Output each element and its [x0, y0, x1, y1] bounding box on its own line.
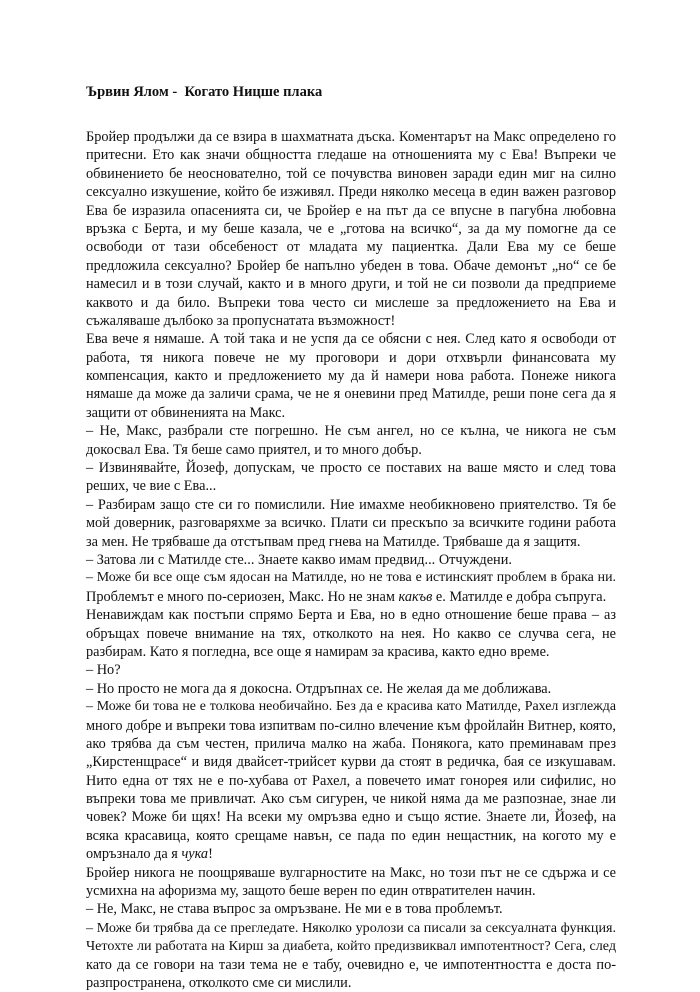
text-line: – Но просто не мога да я докосна. Отдръпнах се. Не желая да ме доближава.	[86, 680, 552, 697]
text-line: връзка с Берта, и му беше казала, че е „готова на всичко“, за да му помогне да се	[86, 220, 616, 237]
text-body	[86, 128, 616, 992]
text-line: съжаляваше дълбоко за пропуснатата възможност!	[86, 312, 396, 329]
text-line: Четохте ли работата на Кирш за диабета, който предизвиквал импотентност? Сега, след	[86, 938, 616, 955]
text-line: Бройер никога не поощряваше вулгарностите на Макс, но този път не се сдържа и се	[86, 864, 616, 881]
text-line: нямаше да може да заличи срама, че не я оневини пред Матилде, реши поне сега да я	[86, 386, 616, 403]
text-line: предложила сексуално? Бройер бе напълно убеден в това. Обаче демонът „но“ се бе	[86, 257, 616, 274]
text-line: компенсация, както и предложението му да й намери нова работа. Понеже никога	[86, 368, 616, 385]
text-line: усмихна на афоризма му, защото беше верен по един отвратителен начин.	[86, 883, 536, 900]
text-segment: омръзнало да я	[86, 846, 182, 863]
text-line: разпространена, отколкото сме си мислили.	[86, 974, 352, 991]
text-line: „Кирстенщрасе“ и видя двайсет-трийсет курви да стоят в редичка, бая се изкушавам.	[86, 754, 616, 771]
text-line: Бройер продължи да се взира в шахматната дъска. Коментарът на Макс определено го	[86, 129, 616, 145]
text-line: ако трябва да съм честен, прилича малко на жаба. Понякога, като преминавам през	[86, 735, 616, 752]
text-line: много добре и въпреки това изпитвам по-силно влечение към фройлайн Витнер, която,	[86, 717, 616, 734]
text-line: освободи от тази обсебеност от младата му пациентка. Дали Ева му се беше	[86, 239, 616, 256]
text-line: Ева бе изразила опасенията си, че Бройер е на път да се впусне в пагубна любовна	[86, 202, 616, 219]
text-line: – Разбирам защо сте си го помислили. Ние имахме необикновено приятелство. Тя бе	[86, 496, 616, 513]
text-line: – Не, Макс, не става въпрос за омръзване. Не ми е в това проблемът.	[86, 901, 503, 918]
text-line: всяка красавица, която срещаме навън, се пада по един нещастник, на когото му е	[86, 827, 616, 844]
text-line: обвинението бе неоснователно, той се почувства виновен заради един миг на силно	[86, 165, 616, 182]
text-line: мой доверник, разговаряхме за всичко. Плати си прескъпо за всичките години работа	[86, 515, 616, 532]
text-line: реших, че вие с Ева...	[86, 478, 217, 495]
text-line: – Може би това не е толкова необичайно. Без да е красива като Матилде, Рахел изглежда	[86, 699, 616, 715]
text-line: – Но?	[86, 662, 121, 679]
text-line: за мен. Не трябваше да отстъпвам пред гнева на Матилде. Трябваше да я защитя.	[86, 533, 581, 550]
text-line: – Не, Макс, разбрали сте погрешно. Не съм ангел, но се кълна, че никога не съм	[86, 423, 616, 440]
text-line: каквото и да било. Въпреки това често си мислеше за предложението на Ева и	[86, 294, 616, 311]
text-line: обръщах повече внимание на тях, отколкото на нея. Но какво се случва сега, не	[86, 625, 616, 642]
text-line	[86, 588, 616, 606]
text-line: разбирам. Като я погледна, все още я намирам за красива, както едно време.	[86, 643, 550, 660]
text-segment: е. Матилде е добра съпруга.	[432, 588, 607, 605]
text-segment: Проблемът е много по-сериозен, Макс. Но не знам	[86, 588, 399, 605]
text-line: намесил и в този случай, както и в много други, и той не си позволи да предприеме	[86, 276, 616, 293]
text-line: – Може би все още съм ядосан на Матилде, но не това е истинският проблем в брака ни.	[86, 570, 616, 586]
text-line: – Затова ли с Матилде сте... Знаете какво имам предвид... Отчуждени.	[86, 551, 512, 568]
text-line: Нито една от тях не е по-хубава от Рахел, а повечето имат гонорея или сифилис, но	[86, 772, 616, 789]
text-line: въпреки това ме привличат. Ако съм сигурен, че никой няма да ме разпознае, знае ли	[86, 791, 616, 808]
text-line: докосвал Ева. Тя беше само приятел, и то много добър.	[86, 441, 422, 458]
text-line	[86, 845, 616, 863]
text-line: Ева вече я нямаше. А той така и не успя да се обясни с нея. След като я освободи от	[86, 331, 616, 348]
text-line: сексуално изкушение, който бе изживял. Преди няколко месеца в един важен разговор	[86, 184, 616, 201]
text-segment: !	[208, 846, 213, 863]
text-line: – Може би трябва да се прегледате. Няколко уролози са писали за сексуалната функция.	[86, 919, 616, 936]
text-line: работа, тя никога повече не му проговори и дори отхвърли финансовата му	[86, 349, 616, 366]
text-line: – Извинявайте, Йозеф, допускам, че просто се поставих на ваше място и след това	[86, 460, 616, 477]
text-line: Ненавиждам как постъпи спрямо Берта и Ева, но в едно отношение беше права – аз	[86, 607, 616, 624]
italic-word: чука	[181, 846, 209, 863]
text-line: човек? Може би щях! На всеки му омръзва едно и също ястие. Знаете ли, Йозеф, на	[86, 809, 616, 826]
book-title: Ървин Ялом - Когато Ницше плака	[86, 84, 323, 100]
text-line: като да се говори на тази тема не е табу, очевидно е, че импотентността е доста по-	[86, 956, 616, 973]
text-line: защити от обвиненията на Макс.	[86, 404, 286, 421]
italic-word: какъв	[398, 588, 433, 605]
text-line: притесни. Ето как значи общността гледаше на отношенията му с Ева! Въпреки че	[86, 147, 616, 164]
